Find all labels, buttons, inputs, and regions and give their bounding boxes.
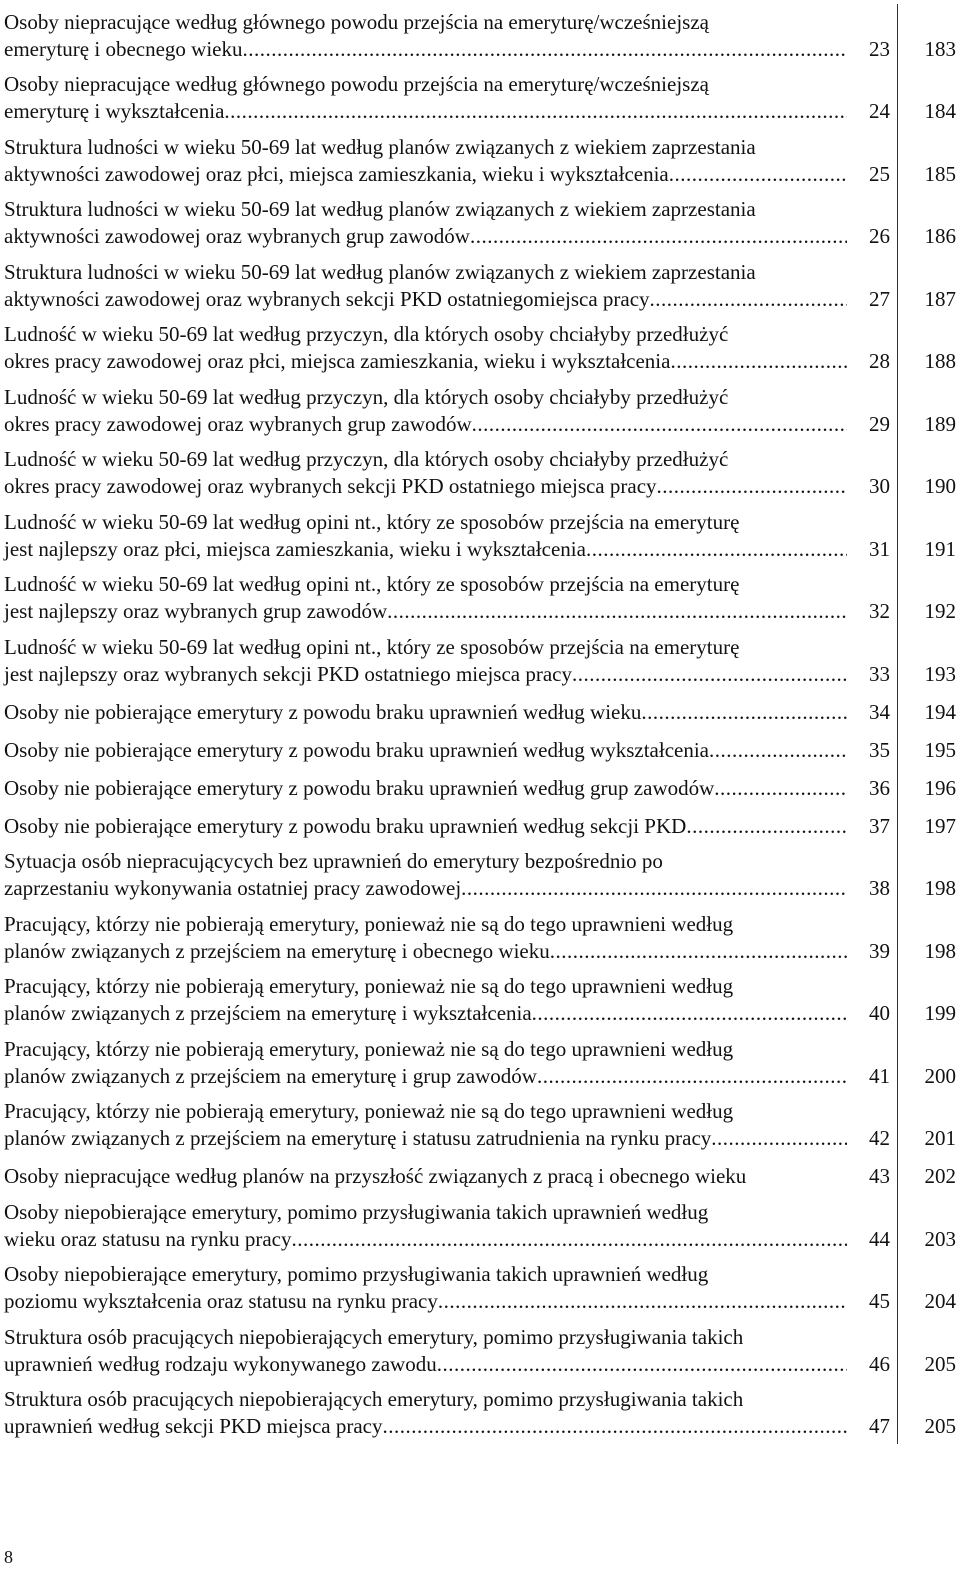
toc-table-number: 39 [869, 938, 890, 963]
toc-entry-title-line2: emeryturę i obecnego wieku [4, 36, 243, 61]
toc-entry-title-line2: jest najlepszy oraz wybranych sekcji PKD ostatniego miejsca pracy [4, 661, 572, 686]
toc-table-number: 29 [869, 411, 890, 436]
toc-entry [0, 1031, 960, 1094]
toc-entry-title-line2: wieku oraz statusu na rynku pracy [4, 1226, 292, 1251]
page-number: 8 [4, 1547, 13, 1567]
toc-entry [0, 442, 960, 505]
toc-page-number: 205 [924, 1351, 956, 1376]
toc-page-number: 198 [924, 938, 956, 963]
toc-entry-title-line1: Struktura ludności w wieku 50-69 lat według planów związanych z wiekiem zaprzestania [4, 197, 756, 221]
column-divider [896, 129, 902, 192]
toc-entry-title-line2: jest najlepszy oraz płci, miejsca zamieszkania, wieku i wykształcenia [4, 536, 586, 561]
toc-entry-title [0, 1163, 847, 1194]
column-divider [896, 1382, 902, 1445]
column-divider [896, 442, 902, 505]
toc-table-number: 27 [869, 286, 890, 311]
toc-entry-title-line2: jest najlepszy oraz wybranych grup zawodów [4, 599, 388, 623]
toc-table-number: 34 [869, 699, 890, 724]
dot-leader [537, 1063, 847, 1090]
toc-entry-title-line2: okres pracy zawodowej oraz wybranych sekcji PKD ostatniego miejsca pracy [4, 474, 657, 498]
toc-page-number: 203 [924, 1226, 956, 1251]
toc-entry-title [0, 446, 847, 504]
toc-page-number: 192 [924, 599, 956, 623]
toc-entry [0, 67, 960, 130]
toc-entry-title [0, 196, 847, 254]
toc-table-number: 23 [869, 36, 890, 61]
dot-leader [586, 536, 847, 563]
column-divider [896, 806, 902, 844]
toc-entry-title [0, 509, 847, 567]
toc-entry-title-line2: planów związanych z przejściem na emeryturę i wykształcenia [4, 1001, 532, 1025]
toc-table-number: 26 [869, 224, 890, 248]
toc-entry [0, 254, 960, 317]
dot-leader [709, 737, 847, 764]
toc-entry-title-line2: aktywności zawodowej oraz wybranych sekcji PKD ostatniegomiejsca pracy [4, 286, 650, 311]
column-divider [896, 844, 902, 907]
dot-leader [641, 699, 847, 726]
toc-entry-title-line1: Pracujący, którzy nie pobierają emerytury, ponieważ nie są do tego uprawnieni według [4, 1036, 734, 1061]
toc-entry [0, 4, 960, 67]
column-divider [896, 1094, 902, 1157]
toc-entry-title [0, 384, 847, 442]
toc-entry-title [0, 775, 847, 806]
table-of-contents [0, 4, 960, 1444]
toc-table-number: 41 [869, 1063, 890, 1088]
column-divider [896, 254, 902, 317]
toc-page-number: 191 [924, 536, 956, 561]
toc-entry-title-line1: Struktura osób pracujących niepobierających emerytury, pomimo przysługiwania takich [4, 1324, 744, 1349]
toc-entry-title-line1: Struktura ludności w wieku 50-69 lat według planów związanych z wiekiem zaprzestania [4, 134, 756, 159]
column-divider [896, 4, 902, 67]
toc-entry-title [0, 1098, 847, 1156]
toc-table-number: 31 [869, 536, 890, 561]
toc-entry-title [0, 71, 847, 129]
toc-entry-title-line2: Osoby nie pobierające emerytury z powodu braku uprawnień według wieku [4, 699, 642, 724]
toc-entry [0, 692, 960, 730]
column-divider [896, 906, 902, 969]
column-divider [896, 317, 902, 380]
toc-entry-title-line1: Osoby niepobierające emerytury, pomimo przysługiwania takich uprawnień według [4, 1199, 709, 1224]
toc-entry [0, 317, 960, 380]
toc-entry [0, 1094, 960, 1157]
toc-entry-title-line2: Osoby niepracujące według planów na przyszłość związanych z pracą i obecnego wieku [4, 1164, 747, 1188]
toc-entry [0, 129, 960, 192]
toc-entry [0, 1257, 960, 1320]
toc-entry-title [0, 1036, 847, 1094]
toc-page-number: 200 [924, 1063, 956, 1088]
toc-entry-title-line1: Ludność w wieku 50-69 lat według przyczyn, dla których osoby chciałyby przedłużyć [4, 447, 729, 471]
toc-page-number: 183 [924, 36, 956, 61]
toc-table-number: 30 [869, 474, 890, 498]
toc-entry-title-line2: uprawnień według sekcji PKD miejsca pracy [4, 1414, 383, 1438]
toc-entry-title [0, 1324, 847, 1382]
toc-table-number: 38 [869, 876, 890, 900]
toc-table-number: 32 [869, 599, 890, 623]
dot-leader [686, 813, 847, 840]
dot-leader [711, 1125, 847, 1152]
dot-leader [382, 1413, 847, 1440]
toc-entry-title-line1: Ludność w wieku 50-69 lat według opini nt., który ze sposobów przejścia na emeryturę [4, 572, 740, 596]
toc-entry-title [0, 1386, 847, 1444]
toc-entry [0, 1382, 960, 1445]
toc-table-number: 40 [869, 1001, 890, 1025]
dot-leader [532, 1000, 847, 1027]
column-divider [896, 1156, 902, 1194]
toc-entry [0, 379, 960, 442]
toc-entry-title-line1: Ludność w wieku 50-69 lat według przyczyn, dla których osoby chciałyby przedłużyć [4, 384, 729, 409]
toc-entry-title-line2: poziomu wykształcenia oraz statusu na rynku pracy [4, 1289, 438, 1313]
column-divider [896, 1319, 902, 1382]
toc-table-number: 36 [869, 775, 890, 800]
column-divider [896, 692, 902, 730]
toc-page-number: 204 [924, 1289, 956, 1313]
toc-entry-title [0, 973, 847, 1031]
column-divider [896, 1031, 902, 1094]
toc-entry-title-line1: Sytuacja osób niepracującycych bez uprawnień do emerytury bezpośrednio po [4, 849, 663, 873]
toc-entry-title-line1: Ludność w wieku 50-69 lat według przyczyn, dla których osoby chciałyby przedłużyć [4, 322, 729, 346]
toc-page-number: 188 [924, 349, 956, 373]
toc-entry-title [0, 321, 847, 379]
dot-leader [669, 161, 847, 188]
dot-leader [438, 1288, 847, 1315]
toc-entry-title [0, 634, 847, 692]
dot-leader [714, 775, 847, 802]
toc-page-number: 194 [924, 699, 956, 724]
toc-entry-title-line2: aktywności zawodowej oraz płci, miejsca zamieszkania, wieku i wykształcenia [4, 161, 669, 186]
toc-entry-title [0, 737, 847, 768]
toc-entry [0, 192, 960, 255]
toc-table-number: 45 [869, 1289, 890, 1313]
toc-entry-title [0, 259, 847, 317]
toc-table-number: 42 [869, 1126, 890, 1150]
toc-page-number: 189 [924, 411, 956, 436]
column-divider [896, 567, 902, 630]
toc-entry-title-line1: Pracujący, którzy nie pobierają emerytury, ponieważ nie są do tego uprawnieni według [4, 911, 734, 936]
toc-page-number: 196 [924, 775, 956, 800]
dot-leader [470, 223, 847, 250]
toc-page-number: 198 [924, 876, 956, 900]
column-divider [896, 768, 902, 806]
dot-leader [387, 598, 847, 625]
toc-page-number: 185 [924, 161, 956, 186]
dot-leader [461, 875, 847, 902]
column-divider [896, 1257, 902, 1320]
toc-page-number: 197 [924, 813, 956, 838]
toc-entry-title-line1: Pracujący, którzy nie pobierają emerytury, ponieważ nie są do tego uprawnieni według [4, 1099, 734, 1123]
toc-entry-title [0, 813, 847, 844]
toc-entry-title-line2: planów związanych z przejściem na emeryturę i grup zawodów [4, 1063, 537, 1088]
dot-leader [657, 473, 847, 500]
toc-page-number: 190 [924, 474, 956, 498]
dot-leader [292, 1226, 848, 1253]
toc-page-number: 187 [924, 286, 956, 311]
dot-leader [243, 36, 848, 63]
toc-page-number: 193 [924, 661, 956, 686]
toc-entry-title-line1: Ludność w wieku 50-69 lat według opini nt., który ze sposobów przejścia na emeryturę [4, 509, 740, 534]
toc-entry [0, 1156, 960, 1194]
toc-entry-title-line1: Struktura ludności w wieku 50-69 lat według planów związanych z wiekiem zaprzestania [4, 259, 756, 284]
column-divider [896, 969, 902, 1032]
column-divider [896, 629, 902, 692]
toc-entry-title-line2: zaprzestaniu wykonywania ostatniej pracy zawodowej [4, 876, 462, 900]
toc-entry-title-line1: Struktura osób pracujących niepobierających emerytury, pomimo przysługiwania takich [4, 1387, 744, 1411]
dot-leader [650, 286, 847, 313]
toc-entry-title-line1: Ludność w wieku 50-69 lat według opini nt., który ze sposobów przejścia na emeryturę [4, 634, 740, 659]
toc-page-number: 186 [924, 224, 956, 248]
column-divider [896, 1194, 902, 1257]
toc-page-number: 195 [924, 737, 956, 762]
toc-entry-title [0, 699, 847, 730]
toc-table-number: 25 [869, 161, 890, 186]
toc-entry [0, 1319, 960, 1382]
column-divider [896, 730, 902, 768]
toc-entry [0, 844, 960, 907]
toc-entry-title-line2: Osoby nie pobierające emerytury z powodu braku uprawnień według wykształcenia [4, 737, 710, 762]
toc-entry-title-line2: emeryturę i wykształcenia [4, 99, 225, 123]
toc-table-number: 35 [869, 737, 890, 762]
toc-entry-title-line2: Osoby nie pobierające emerytury z powodu braku uprawnień według grup zawodów [4, 775, 715, 800]
toc-entry-title-line2: planów związanych z przejściem na emeryturę i obecnego wieku [4, 938, 550, 963]
toc-entry [0, 1194, 960, 1257]
toc-entry-title-line2: okres pracy zawodowej oraz płci, miejsca zamieszkania, wieku i wykształcenia [4, 349, 671, 373]
toc-entry-title-line2: planów związanych z przejściem na emeryturę i statusu zatrudnienia na rynku pracy [4, 1126, 712, 1150]
toc-entry [0, 629, 960, 692]
toc-entry-title [0, 9, 847, 67]
column-divider [896, 379, 902, 442]
toc-table-number: 33 [869, 661, 890, 686]
toc-entry-title [0, 571, 847, 629]
toc-entry [0, 504, 960, 567]
toc-entry [0, 768, 960, 806]
toc-entry-title [0, 134, 847, 192]
toc-entry-title-line1: Osoby niepracujące według głównego powodu przejścia na emeryturę/wcześniejszą [4, 72, 709, 96]
toc-page-number: 202 [924, 1164, 956, 1188]
toc-entry [0, 969, 960, 1032]
toc-entry-title [0, 1199, 847, 1257]
toc-entry-title-line2: okres pracy zawodowej oraz wybranych grup zawodów [4, 411, 472, 436]
toc-table-number: 24 [869, 99, 890, 123]
toc-entry-title [0, 848, 847, 906]
toc-table-number: 28 [869, 349, 890, 373]
dot-leader [670, 348, 847, 375]
toc-entry-title-line2: aktywności zawodowej oraz wybranych grup zawodów [4, 224, 470, 248]
toc-table-number: 37 [869, 813, 890, 838]
dot-leader [472, 411, 847, 438]
column-divider [896, 504, 902, 567]
toc-table-number: 46 [869, 1351, 890, 1376]
toc-page-number: 199 [924, 1001, 956, 1025]
dot-leader [550, 938, 847, 965]
toc-entry [0, 567, 960, 630]
toc-page-number: 184 [924, 99, 956, 123]
toc-entry-title [0, 911, 847, 969]
dot-leader [437, 1351, 847, 1378]
toc-table-number: 44 [869, 1226, 890, 1251]
toc-table-number: 47 [869, 1414, 890, 1438]
toc-entry [0, 906, 960, 969]
dot-leader [572, 661, 847, 688]
toc-page-number: 201 [924, 1126, 956, 1150]
toc-entry [0, 806, 960, 844]
dot-leader [224, 98, 847, 125]
toc-table-number: 43 [869, 1164, 890, 1188]
toc-entry [0, 730, 960, 768]
toc-entry-title [0, 1261, 847, 1319]
toc-entry-title-line2: Osoby nie pobierające emerytury z powodu braku uprawnień według sekcji PKD [4, 813, 687, 838]
column-divider [896, 67, 902, 130]
toc-entry-title-line1: Osoby niepobierające emerytury, pomimo przysługiwania takich uprawnień według [4, 1262, 709, 1286]
toc-page-number: 205 [924, 1414, 956, 1438]
column-divider [896, 192, 902, 255]
toc-entry-title-line2: uprawnień według rodzaju wykonywanego zawodu [4, 1351, 437, 1376]
toc-entry-title-line1: Osoby niepracujące według głównego powodu przejścia na emeryturę/wcześniejszą [4, 9, 709, 34]
toc-entry-title-line1: Pracujący, którzy nie pobierają emerytury, ponieważ nie są do tego uprawnieni według [4, 974, 734, 998]
